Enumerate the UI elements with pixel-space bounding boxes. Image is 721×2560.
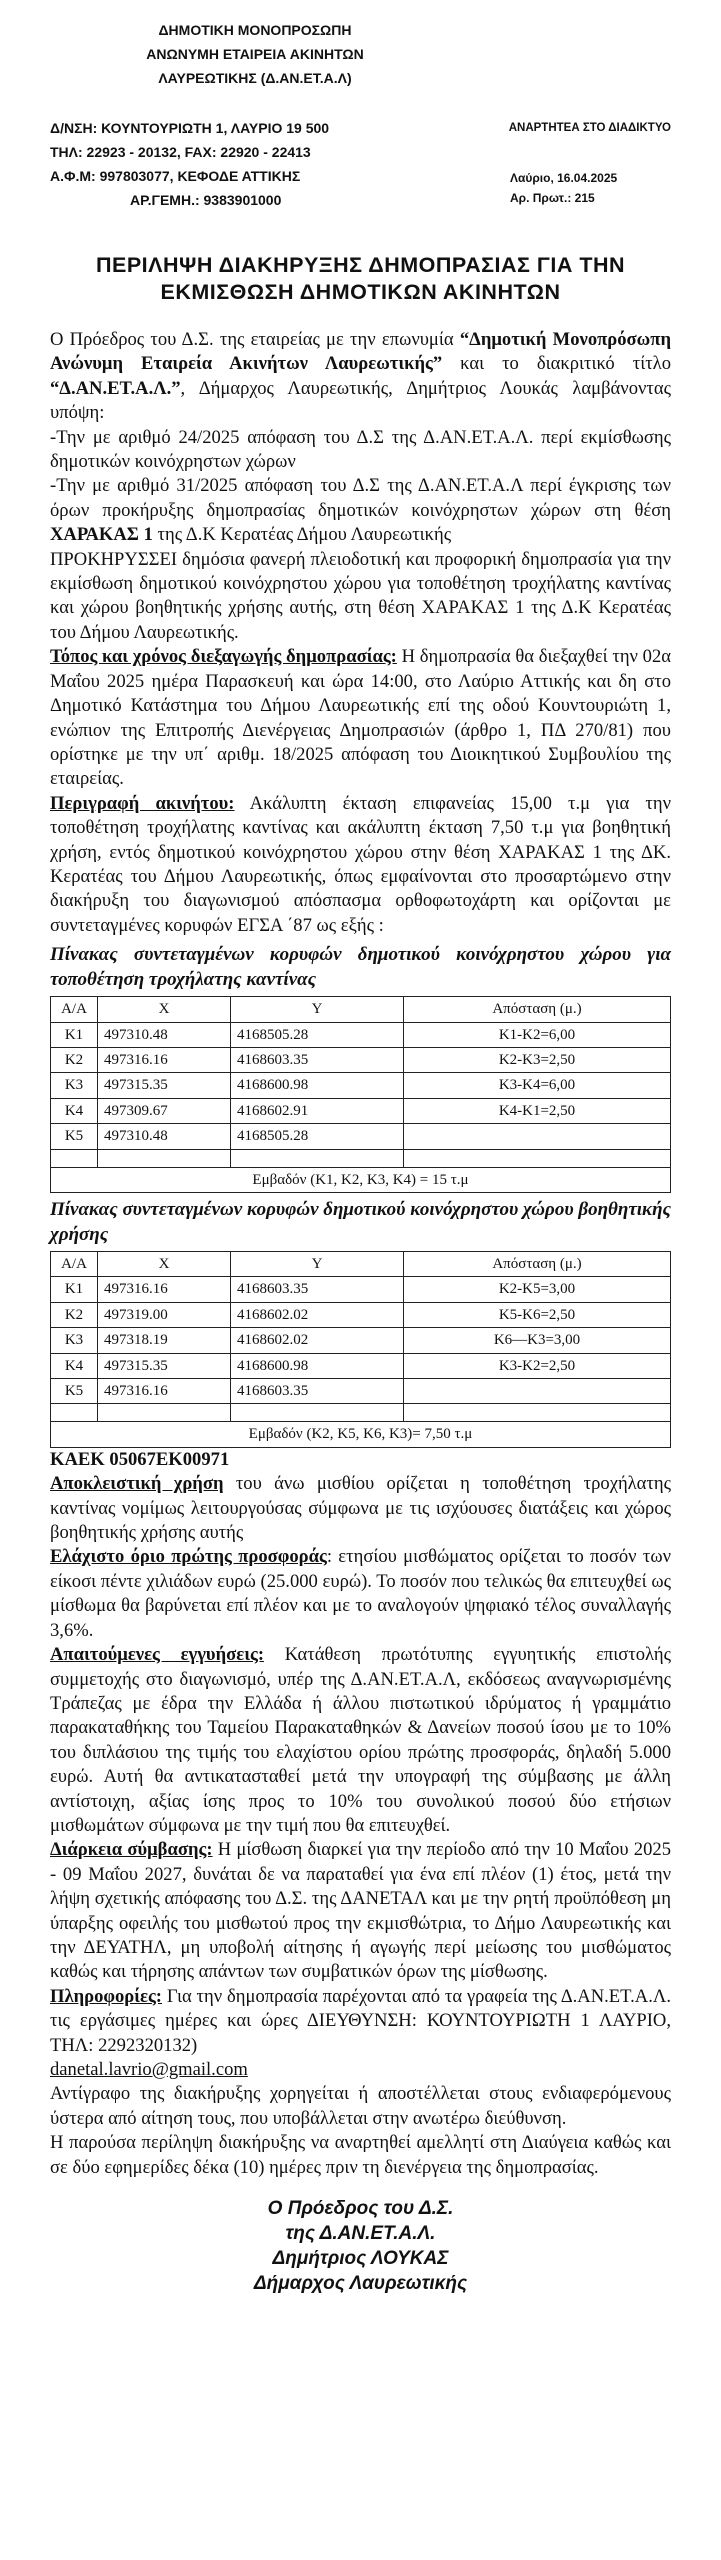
use-label: Αποκλειστική χρήση bbox=[50, 1473, 224, 1495]
table-cell: 4168600.98 bbox=[231, 1353, 404, 1378]
table-cell: K2 bbox=[51, 1302, 98, 1327]
table-cell: K1-K2=6,00 bbox=[404, 1022, 671, 1047]
guarantees-section bbox=[50, 1643, 671, 1838]
table-cell: 4168602.02 bbox=[231, 1328, 404, 1353]
place-time-label: Τόπος και χρόνος διεξαγωγής δημοπρασίας: bbox=[50, 646, 397, 668]
column-header: Α/Α bbox=[51, 997, 98, 1022]
signature-line-3: Δημήτριος ΛΟΥΚΑΣ bbox=[272, 2248, 449, 2270]
kaek-number: ΚΑΕΚ 05067ΕΚ00971 bbox=[50, 1448, 230, 1470]
email-line bbox=[50, 2058, 671, 2082]
table-cell: 497316.16 bbox=[98, 1277, 231, 1302]
table1-title: Πίνακας συντεταγμένων κορυφών δημοτικού κοινόχρηστου χώρου για τοποθέτηση τροχήλατης καντίνας bbox=[50, 944, 671, 991]
title-line-1: ΠΕΡΙΛΗΨΗ ΔΙΑΚΗΡΥΞΗΣ ΔΗΜΟΠΡΑΣΙΑΣ ΓΙΑ ΤΗΝ bbox=[95, 253, 626, 277]
duration-label: Διάρκεια σύμβασης: bbox=[50, 1839, 213, 1861]
table-cell: K1 bbox=[51, 1022, 98, 1047]
intro-text-c: , Δήμαρχος Λαυρεωτικής, Δημήτριος Λουκάς λαμβάνοντας υπόψη: bbox=[50, 377, 671, 424]
table-cell: 4168505.28 bbox=[231, 1022, 404, 1047]
column-header: X bbox=[98, 997, 231, 1022]
table-cell: 497315.35 bbox=[98, 1073, 231, 1098]
column-header: X bbox=[98, 1252, 231, 1277]
guarantees-text: Κατάθεση πρωτότυπης εγγυητικής επιστολής συμμετοχής στο διαγωνισμό, υπέρ της Δ.ΑΝ.ΕΤ.Α.Λ, εκδόσεως αναγνωρισμένης Τράπεζας με έδρα την Ελλάδα ή άλλου πιστωτικού ιδρύματος ή γραμμάτιο παρακαταθήκης του Ταμείου Παρακαταθηκών & Δανείων ποσού ίσου με το 10% του διπλάσιου της τιμής του ελαχίστου ορίου πρώτης προσφοράς, δηλαδή 5.000 ευρώ. Αυτή θα αντικατασταθεί μετά την υπογραφή της σύμβασης με άλλη αντίστοιχη, αξίας ίσης προς το 10% του συνολικού ποσού δύο ετήσιων μισθωμάτων σύμφωνα με την τιμή που θα επιτευχθεί. bbox=[50, 1644, 671, 1836]
table-cell: K3-K2=2,50 bbox=[404, 1353, 671, 1378]
place-time-text: Η δημοπρασία θα διεξαχθεί την 02α Μαΐου 2025 ημέρα Παρασκευή και ώρα 14:00, στο Λαύριο Αττικής και δη στο Δημοτικό Κατάστημα του Δήμου Λαυρεωτικής επί της οδού Κουντουριώτη 1, ενώπιον της Επιτροπής Διενέργειας Δημοπρασιών (άρθρο 1, ΠΔ 270/81) που ορίστηκε με την υπ΄ αριθμ. 18/2025 απόφαση του Διοικητικού Συμβουλίου της εταιρείας. bbox=[50, 646, 671, 790]
table-cell bbox=[98, 1149, 231, 1167]
decision-31-text: -Την με αριθμό 31/2025 απόφαση του Δ.Σ της Δ.ΑΝ.ΕΤ.Α.Λ περί έγκρισης των όρων προκήρυξης δημοπρασίας δημοτικών κοινόχρηστων χώρων στη θέση bbox=[50, 475, 671, 521]
table-cell: K3 bbox=[51, 1073, 98, 1098]
table-cell: K2-K5=3,00 bbox=[404, 1277, 671, 1302]
signature-line-4: Δήμαρχος Λαυρεωτικής bbox=[253, 2273, 468, 2295]
table-cell: K4 bbox=[51, 1353, 98, 1378]
title-line-2: ΕΚΜΙΣΘΩΣΗ ΔΗΜΟΤΙΚΩΝ ΑΚΙΝΗΤΩΝ bbox=[160, 280, 561, 304]
column-header: Απόσταση (μ.) bbox=[404, 997, 671, 1022]
table-cell: 497315.35 bbox=[98, 1353, 231, 1378]
duration-text: Η μίσθωση διαρκεί για την περίοδο από την 10 Μαΐου 2025 - 09 Μαΐου 2027, δυνάται δε να παραταθεί για ένα επί πλέον (1) έτος, μετά την λήψη σχετικής απόφασης του Δ.Σ. της ΔΑΝΕΤΑΛ και με την ρητή προϋπόθεση μη ύπαρξης οφειλής του μισθωτού προς την εκμισθώτρια, το Δήμο Λαυρεωτικής και την ΔΕΥΑΤΗΛ, μη υποβολή αίτησης ή αγωγής περί μείωσης του μισθώματος καθώς και τήρησης απάντων των συμβατικών όρων της μίσθωσης. bbox=[50, 1839, 671, 1983]
table-row bbox=[51, 1149, 671, 1167]
table-cell: 4168505.28 bbox=[231, 1124, 404, 1149]
intro-paragraph bbox=[50, 328, 671, 426]
copy-paragraph: Αντίγραφο της διακήρυξης χορηγείται ή αποστέλλεται στους ενδιαφερόμενους ύστερα από αίτηση τους, που υποβάλλεται στην ανωτέρω διεύθυνση. bbox=[50, 2083, 671, 2129]
org-line-3: ΛΑΥΡΕΩΤΙΚΗΣ (Δ.ΑΝ.ΕΤ.Α.Λ) bbox=[158, 70, 352, 86]
table-cell bbox=[404, 1124, 671, 1149]
table-cell bbox=[231, 1149, 404, 1167]
table-cell: 497310.48 bbox=[98, 1124, 231, 1149]
column-header: Y bbox=[231, 997, 404, 1022]
table-row bbox=[51, 1277, 671, 1302]
guarantees-label: Απαιτούμενες εγγυήσεις: bbox=[50, 1644, 265, 1666]
document-title bbox=[50, 252, 671, 306]
table-cell: 497309.67 bbox=[98, 1098, 231, 1123]
min-offer-text: : ετησίου μισθώματος ορίζεται το ποσόν των είκοσι πέντε χιλιάδων ευρώ (25.000 ευρώ). Το ποσόν που τελικώς θα επιτευχθεί ως μίσθωμα θα βαρύνεται επί πλέον και με το αναλογούν ψηφιακό τέλος συναλλαγής 3,6%. bbox=[50, 1546, 671, 1641]
table-cell: 497310.48 bbox=[98, 1022, 231, 1047]
table-cell: K3-K4=6,00 bbox=[404, 1073, 671, 1098]
auxiliary-coordinates-table bbox=[50, 1251, 671, 1448]
decision-31 bbox=[50, 474, 671, 547]
signature-line-2: της Δ.ΑΝ.ΕΤ.Α.Λ. bbox=[285, 2223, 436, 2245]
company-name: “Δημοτική Μονοπρόσωπη Ανώνυμη Εταιρεία Ακινήτων Λαυρεωτικής” bbox=[50, 329, 671, 375]
email-link[interactable]: danetal.lavrio@gmail.com bbox=[50, 2059, 248, 2080]
org-line-1: ΔΗΜΟΤΙΚΗ ΜΟΝΟΠΡΟΣΩΠΗ bbox=[158, 22, 352, 38]
date-protocol bbox=[510, 168, 617, 208]
organization-name bbox=[100, 18, 410, 90]
document-body bbox=[50, 328, 671, 2180]
table-cell: 4168602.91 bbox=[231, 1098, 404, 1123]
table-row bbox=[51, 1047, 671, 1072]
table-cell: K5 bbox=[51, 1124, 98, 1149]
column-header: Απόσταση (μ.) bbox=[404, 1252, 671, 1277]
decision-31-text-end: της Δ.Κ Κερατέας Δήμου Λαυρεωτικής bbox=[152, 524, 452, 546]
intro-text-b: και το διακριτικό τίτλο bbox=[442, 353, 671, 375]
table-cell bbox=[231, 1404, 404, 1422]
address: Δ/ΝΣΗ: ΚΟΥΝΤΟΥΡΙΩΤΗ 1, ΛΑΥΡΙΟ 19 500 bbox=[50, 120, 330, 136]
info-label: Πληροφορίες: bbox=[50, 1985, 162, 2007]
table-row bbox=[51, 1353, 671, 1378]
info-text: Για την δημοπρασία παρέχονται από τα γραφεία της Δ.ΑΝ.ΕΤ.Α.Λ. τις εργάσιμες ημέρες και ώρες ΔΙΕΥΘΥΝΣΗ: ΚΟΥΝΤΟΥΡΙΩΤΗ 1 ΛΑΥΡΙΟ, ΤΗΛ: 2292320132) bbox=[50, 1985, 671, 2056]
table-cell: 497318.19 bbox=[98, 1328, 231, 1353]
signature-line-1: Ο Πρόεδρος του Δ.Σ. bbox=[267, 2198, 454, 2220]
publish-paragraph: Η παρούσα περίληψη διακήρυξης να αναρτηθεί αμελλητί στη Διαύγεια καθώς και σε δύο εφημερίδες δέκα (10) ημέρες πριν τη διενέργεια της δημοπρασίας. bbox=[50, 2132, 671, 2178]
table-cell bbox=[404, 1149, 671, 1167]
table-row bbox=[51, 1098, 671, 1123]
min-offer-section bbox=[50, 1545, 671, 1643]
table-row bbox=[51, 1124, 671, 1149]
gemi-number: ΑΡ.ΓΕΜΗ.: 9383901000 bbox=[130, 192, 282, 208]
table-cell: K5-K6=2,50 bbox=[404, 1302, 671, 1327]
column-header: Y bbox=[231, 1252, 404, 1277]
table-cell: 4168603.35 bbox=[231, 1277, 404, 1302]
tax-id: Α.Φ.Μ: 997803077, ΚΕΦΟΔΕ ΑΤΤΙΚΗΣ bbox=[50, 168, 301, 184]
table-cell: 4168603.35 bbox=[231, 1047, 404, 1072]
table-cell: K4 bbox=[51, 1098, 98, 1123]
table-cell: K1 bbox=[51, 1277, 98, 1302]
table-cell bbox=[51, 1404, 98, 1422]
table-row bbox=[51, 1073, 671, 1098]
use-section bbox=[50, 1472, 671, 1545]
letterhead bbox=[50, 18, 671, 228]
table-cell bbox=[98, 1404, 231, 1422]
table-cell: 497316.16 bbox=[98, 1047, 231, 1072]
org-line-2: ΑΝΩΝΥΜΗ ΕΤΑΙΡΕΙΑ ΑΚΙΝΗΤΩΝ bbox=[146, 46, 364, 62]
decision-24: -Την με αριθμό 24/2025 απόφαση του Δ.Σ της Δ.ΑΝ.ΕΤ.Α.Λ. περί εκμίσθωσης δημοτικών κοινόχρηστων χώρων bbox=[50, 426, 671, 473]
table-header-row bbox=[51, 997, 671, 1022]
table-cell bbox=[404, 1404, 671, 1422]
table-row bbox=[51, 1404, 671, 1422]
property-text: Ακάλυπτη έκταση επιφανείας 15,00 τ.μ για την τοποθέτηση τροχήλατης καντίνας και ακάλυπτη έκταση 7,50 τ.μ για βοηθητική χρήση, εντός δημοτικού κοινόχρηστου χώρου στην θέση ΧΑΡΑΚΑΣ 1 της ΔΚ. Κερατέας του Δήμου Λαυρεωτικής, όπως εμφαίνονται στο προσαρτώμενο στην διακήρυξη του διαγωνισμού απόσπασμα ορθοφωτοχάρτη και ορίζονται με συντεταγμένες κορυφών ΕΓΣΑ ΄87 ως εξής : bbox=[50, 792, 672, 936]
table-cell: 4168602.02 bbox=[231, 1302, 404, 1327]
phone-fax: ΤΗΛ: 22923 - 20132, FAX: 22920 - 22413 bbox=[50, 144, 311, 160]
table-cell: 497319.00 bbox=[98, 1302, 231, 1327]
posting-notice: ΑΝΑΡΤΗΤΕΑ ΣΤΟ ΔΙΑΔΙΚΤΥΟ bbox=[508, 122, 671, 134]
protocol-number: Αρ. Πρωτ.: 215 bbox=[510, 191, 595, 205]
property-label: Περιγραφή ακινήτου: bbox=[50, 792, 235, 814]
intro-text-a: Ο Πρόεδρος του Δ.Σ. της εταιρείας με την επωνυμία bbox=[50, 329, 460, 350]
table-header-row bbox=[51, 1252, 671, 1277]
table-row bbox=[51, 1302, 671, 1327]
table-cell: K6—K3=3,00 bbox=[404, 1328, 671, 1353]
column-header: Α/Α bbox=[51, 1252, 98, 1277]
table-cell: 4168603.35 bbox=[231, 1379, 404, 1404]
company-title: “Δ.ΑΝ.ΕΤ.Α.Λ.” bbox=[50, 377, 181, 399]
table-cell: 4168600.98 bbox=[231, 1073, 404, 1098]
info-section bbox=[50, 1985, 671, 2058]
area-row bbox=[51, 1422, 671, 1447]
table-cell: K4-K1=2,50 bbox=[404, 1098, 671, 1123]
table-cell: K2 bbox=[51, 1047, 98, 1072]
min-offer-label: Ελάχιστο όριο πρώτης προσφοράς bbox=[50, 1546, 327, 1568]
contact-details bbox=[50, 116, 430, 212]
use-text: του άνω μισθίου ορίζεται η τοποθέτηση τροχήλατης καντίνας νομίμως λειτουργούσας σύμφωνα με τις ισχύουσες διατάξεις και χώρος βοηθητικής χρήσης αυτής bbox=[50, 1473, 671, 1544]
location-name: ΧΑΡΑΚΑΣ 1 bbox=[50, 524, 153, 546]
table2-title: Πίνακας συντεταγμένων κορυφών δημοτικού κοινόχρηστου χώρου βοηθητικής χρήσης bbox=[50, 1199, 671, 1245]
table-cell: 497316.16 bbox=[98, 1379, 231, 1404]
table-cell bbox=[404, 1379, 671, 1404]
place-date: Λαύριο, 16.04.2025 bbox=[510, 171, 618, 185]
duration-section bbox=[50, 1838, 671, 1984]
signature-block bbox=[50, 2196, 671, 2296]
table-row bbox=[51, 1328, 671, 1353]
table-cell: K2-K3=2,50 bbox=[404, 1047, 671, 1072]
place-time-section bbox=[50, 645, 671, 791]
property-section bbox=[50, 792, 671, 938]
area-cell: Εμβαδόν (K2, K5, K6, K3)= 7,50 τ.μ bbox=[51, 1422, 671, 1447]
table-row bbox=[51, 1022, 671, 1047]
table-cell: K3 bbox=[51, 1328, 98, 1353]
table-cell: K5 bbox=[51, 1379, 98, 1404]
canteen-coordinates-table bbox=[50, 996, 671, 1193]
proclamation: ΠΡΟΚΗΡΥΣΣΕΙ δημόσια φανερή πλειοδοτική και προφορική δημοπρασία για την εκμίσθωση δημοτικού κοινόχρηστου χώρου για τοποθέτηση τροχήλατης καντίνας και χώρου βοηθητικής χρήσης αυτής, στη θέση ΧΑΡΑΚΑΣ 1 της Δ.Κ Κερατέας του Δήμου Λαυρεωτικής. bbox=[50, 548, 671, 643]
area-cell: Εμβαδόν (K1, K2, K3, K4) = 15 τ.μ bbox=[51, 1167, 671, 1192]
area-row bbox=[51, 1167, 671, 1192]
table-row bbox=[51, 1379, 671, 1404]
table-cell bbox=[51, 1149, 98, 1167]
